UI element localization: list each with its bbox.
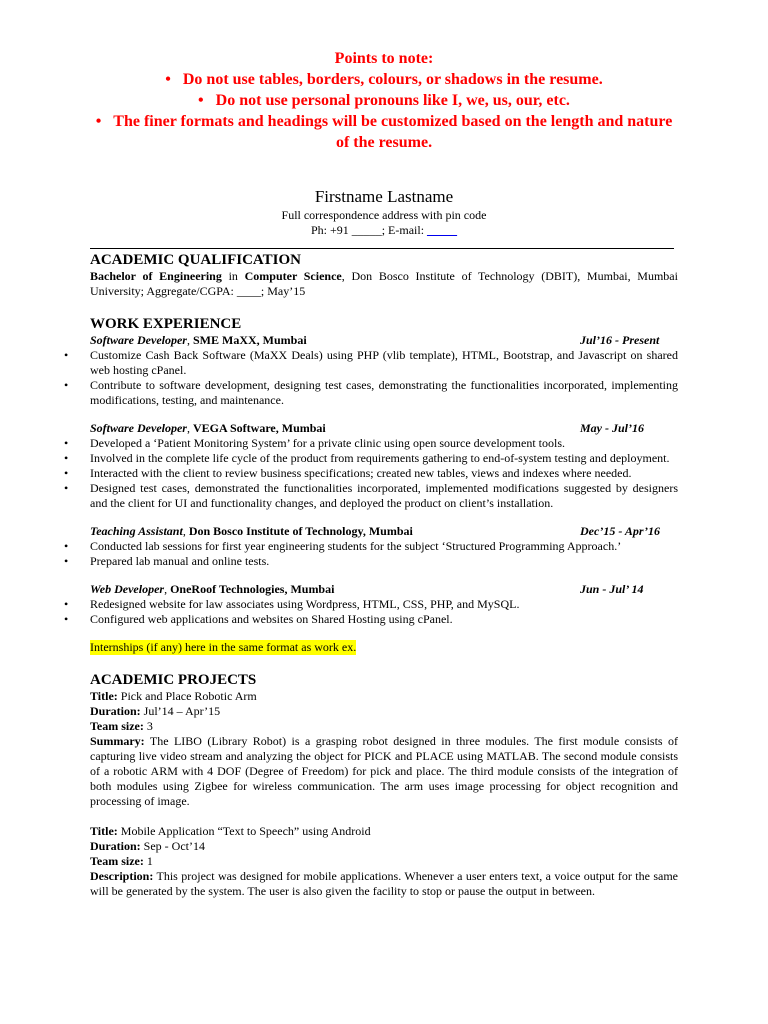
resume-header: [0, 186, 768, 238]
job-bullets: [90, 348, 678, 408]
internship-note: Internships (if any) here in the same format as work ex.: [90, 640, 357, 654]
note-item: • The finer formats and headings will be customized based on the length and nature of the resume.: [95, 113, 673, 151]
list-item: • Developed a ‘Patient Monitoring System’ for a private clinic using open source development tools.: [90, 436, 678, 451]
project-entry: [90, 824, 678, 899]
list-item: • Customize Cash Back Software (MaXX Deals) using PHP (vlib template), HTML, Bootstrap, and Javascript on shared web hosting cPanel.: [90, 348, 678, 378]
job-date: Dec’15 - Apr’16: [580, 524, 660, 538]
section-heading: ACADEMIC QUALIFICATION: [90, 252, 301, 268]
job-org: SME MaXX, Mumbai: [192, 333, 307, 347]
work-section: [90, 315, 678, 655]
job-header: Software Developer, VEGA Software, Mumbai May - Jul’16: [90, 421, 678, 436]
project-team-size: Team size: 1: [90, 854, 153, 868]
project-summary: Summary: The LIBO (Library Robot) is a grasping robot designed in three modules. The first module consists of capturing live video stream and analyzing the object for PICK and PLACE using MATLAB. The second module consists of a robotic ARM with 4 DOF (Degree of Freedom) for pick and place. The third module consists of the integration of both modules using Zigbee for wireless communication. The arm uses image processing for object recognition and processing of image.: [90, 734, 678, 808]
job-org: Don Bosco Institute of Technology, Mumbai: [188, 524, 413, 538]
email-link[interactable]: _____: [427, 223, 458, 237]
job-role: Software Developer: [90, 333, 187, 347]
list-item: • Configured web applications and websites on Shared Hosting using cPanel.: [90, 612, 678, 627]
job-entry: [90, 582, 678, 627]
job-header: Web Developer, OneRoof Technologies, Mumbai Jun - Jul’ 14: [90, 582, 678, 597]
project-team-size: Team size: 3: [90, 719, 153, 733]
list-item: • Designed test cases, demonstrated the functionalities incorporated, implemented modifications suggested by designers and the client for UI and functionality changes, and deployed the product on client’s installation.: [90, 481, 678, 511]
note-item: • Do not use tables, borders, colours, or shadows in the resume.: [165, 71, 603, 88]
job-date: Jun - Jul’ 14: [580, 582, 644, 596]
header-divider: [90, 248, 674, 249]
list-item: • Prepared lab manual and online tests.: [90, 554, 678, 569]
project-entry: [90, 689, 678, 809]
job-org: OneRoof Technologies, Mumbai: [170, 582, 335, 596]
resume-body: [90, 251, 678, 899]
job-role: Teaching Assistant: [90, 524, 183, 538]
job-role: Web Developer: [90, 582, 165, 596]
project-title: Title: Mobile Application “Text to Speech” using Android: [90, 824, 371, 838]
project-duration: Duration: Sep - Oct’14: [90, 839, 205, 853]
notes-title: Points to note:: [334, 50, 434, 67]
projects-section: [90, 671, 678, 899]
job-bullets: [90, 597, 678, 627]
candidate-name: Firstname Lastname: [314, 187, 454, 206]
project-duration: Duration: Jul’14 – Apr’15: [90, 704, 221, 718]
bullet-icon: •: [165, 71, 171, 88]
job-bullets: [90, 539, 678, 569]
section-heading: WORK EXPERIENCE: [90, 316, 242, 332]
bullet-icon: •: [198, 92, 204, 109]
job-header: Teaching Assistant, Don Bosco Institute of Technology, Mumbai Dec’15 - Apr’16: [90, 524, 678, 539]
job-header: Software Developer, SME MaXX, Mumbai Jul’16 - Present: [90, 333, 678, 348]
list-item: • Conducted lab sessions for first year engineering students for the subject ‘Structured Programming Approach.’: [90, 539, 678, 554]
degree-line: Bachelor of Engineering in Computer Science, Don Bosco Institute of Technology (DBIT), Mumbai, Mumbai University; Aggregate/CGPA: ____; May’15: [90, 269, 678, 298]
list-item: • Redesigned website for law associates using Wordpress, HTML, CSS, PHP, and MySQL.: [90, 597, 678, 612]
project-description: Description: This project was designed for mobile applications. Whenever a user enters text, a voice output for the same will be generated by the system. The user is also given the facility to stop or pause the output in between.: [90, 869, 678, 898]
job-bullets: [90, 436, 678, 511]
note-item: • Do not use personal pronouns like I, we, us, our, etc.: [198, 92, 570, 109]
job-entry: [90, 421, 678, 511]
job-entry: [90, 333, 678, 408]
points-to-note: [0, 48, 768, 153]
job-role: Software Developer: [90, 421, 187, 435]
project-title: Title: Pick and Place Robotic Arm: [90, 689, 257, 703]
job-date: Jul’16 - Present: [580, 333, 660, 347]
job-org: VEGA Software, Mumbai: [192, 421, 326, 435]
list-item: • Contribute to software development, designing test cases, demonstrating the functionalities incorporated, implementing modifications, testing, and maintenance.: [90, 378, 678, 408]
job-date: May - Jul’16: [580, 421, 644, 435]
academic-section: [90, 251, 678, 299]
list-item: • Interacted with the client to review business specifications; created new tables, views and indexes where needed.: [90, 466, 678, 481]
bullet-icon: •: [95, 113, 102, 130]
contact-line: Ph: +91 _____; E-mail: _____: [310, 223, 458, 237]
list-item: • Involved in the complete life cycle of the product from requirements gathering to end-of-system testing and deployment.: [90, 451, 678, 466]
section-heading: ACADEMIC PROJECTS: [90, 672, 257, 688]
address-line: Full correspondence address with pin code: [281, 208, 487, 222]
job-entry: [90, 524, 678, 569]
